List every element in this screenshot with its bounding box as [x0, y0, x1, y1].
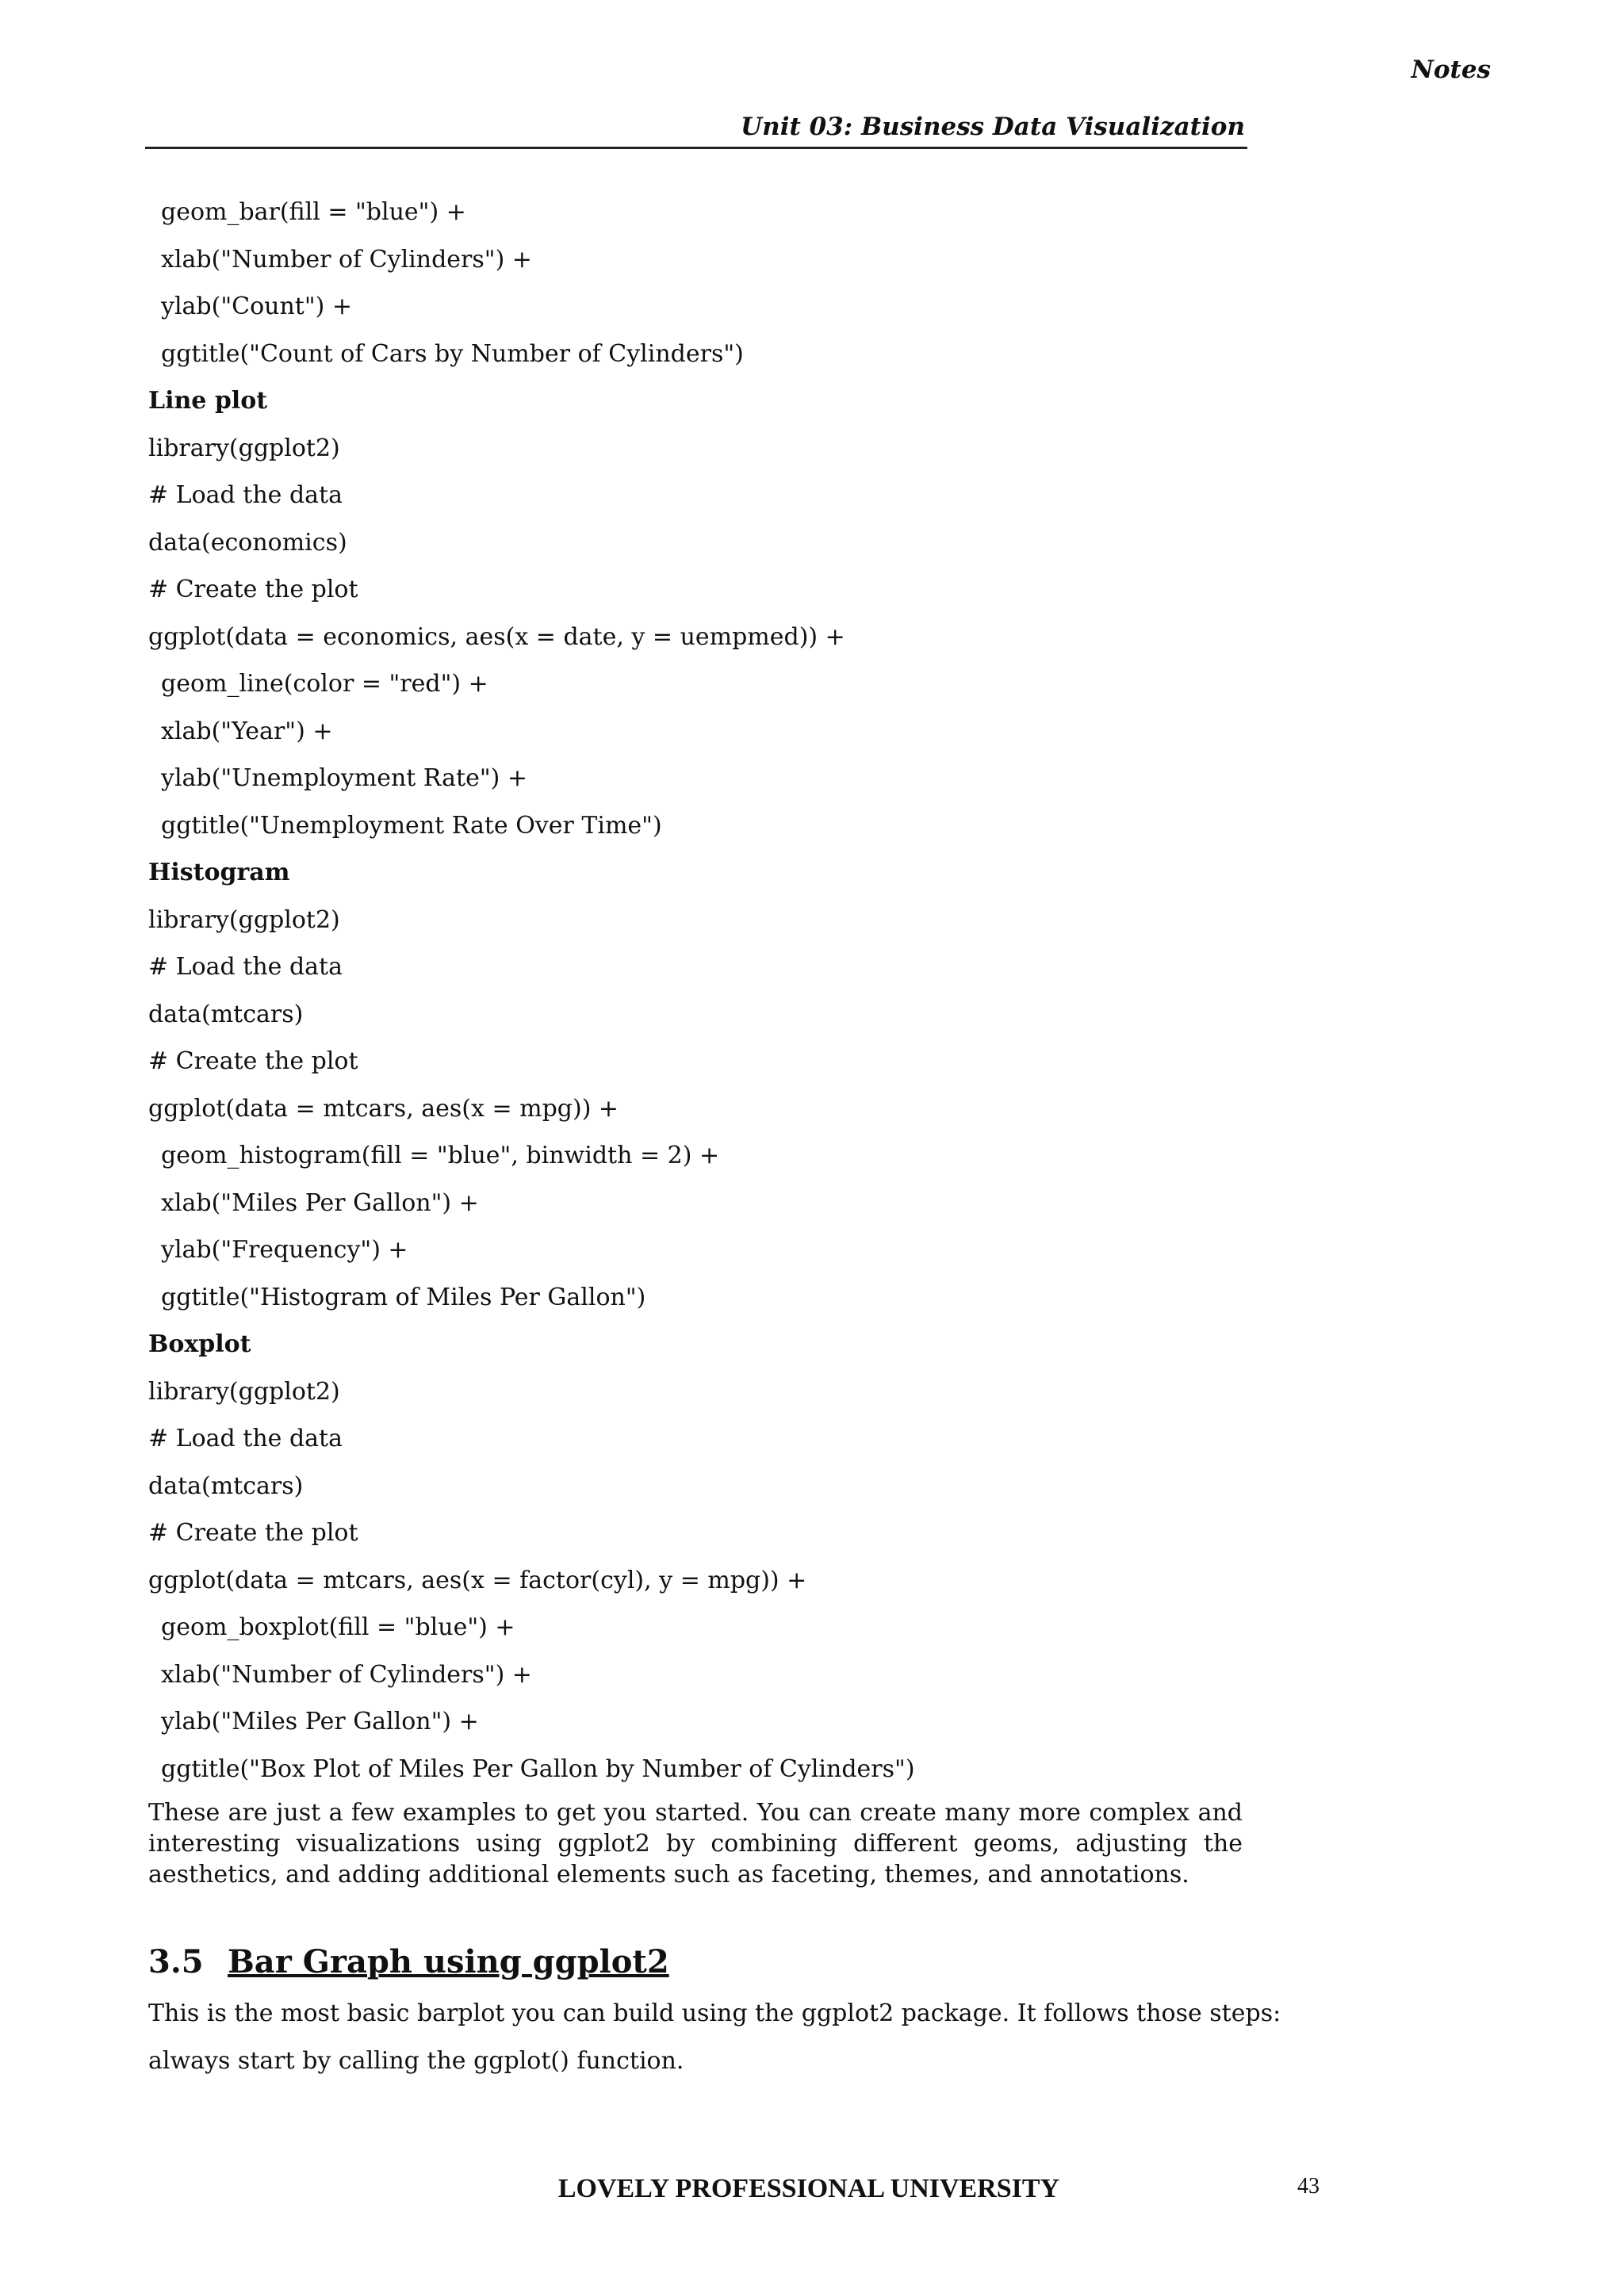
code-line: # Create the plot: [148, 1519, 358, 1547]
code-line: data(mtcars): [148, 1471, 304, 1500]
subheading-histogram: Histogram: [148, 859, 290, 886]
code-line: ggtitle("Histogram of Miles Per Gallon"): [161, 1283, 646, 1311]
code-line: # Load the data: [148, 481, 343, 509]
page-body: [148, 189, 1281, 2084]
code-line: ylab("Frequency") +: [161, 1236, 408, 1264]
code-line: data(economics): [148, 528, 347, 557]
code-line: ggplot(data = mtcars, aes(x = factor(cyl), y = mpg)) +: [148, 1566, 807, 1594]
code-line: library(ggplot2): [148, 434, 340, 462]
code-line: ggtitle("Count of Cars by Number of Cylinders"): [161, 339, 744, 368]
code-line: geom_histogram(fill = "blue", binwidth = 2) +: [161, 1142, 720, 1169]
code-line: ggtitle("Unemployment Rate Over Time"): [161, 811, 662, 840]
section-text-line: always start by calling the ggplot() function.: [148, 2046, 684, 2075]
page-number: 43: [1297, 2174, 1320, 2198]
code-line: ylab("Unemployment Rate") +: [161, 764, 528, 792]
code-line: library(ggplot2): [148, 905, 340, 934]
subheading-boxplot: Boxplot: [148, 1330, 251, 1358]
code-line: data(mtcars): [148, 1000, 304, 1028]
code-line: xlab("Miles Per Gallon") +: [161, 1188, 479, 1217]
code-line: xlab("Number of Cylinders") +: [161, 1660, 532, 1689]
code-line: ylab("Miles Per Gallon") +: [161, 1708, 479, 1735]
notes-label: Notes: [1411, 55, 1491, 84]
code-line: geom_line(color = "red") +: [161, 670, 488, 698]
footer-university: LOVELY PROFESSIONAL UNIVERSITY: [557, 2174, 1060, 2203]
code-line: # Load the data: [148, 1425, 343, 1452]
code-line: xlab("Year") +: [161, 717, 333, 745]
code-line: xlab("Number of Cylinders") +: [161, 245, 532, 274]
subheading-line-plot: Line plot: [148, 387, 268, 415]
code-line: ggtitle("Box Plot of Miles Per Gallon by Number of Cylinders"): [161, 1755, 915, 1783]
code-line: # Create the plot: [148, 1047, 358, 1075]
code-line: library(ggplot2): [148, 1377, 340, 1406]
section-heading: [148, 1934, 1243, 1990]
code-line: # Create the plot: [148, 576, 358, 603]
running-head-title: Unit 03: Business Data Visualization: [741, 113, 1245, 141]
header-rule: [145, 147, 1247, 149]
section-number: 3.5: [148, 1943, 204, 1980]
code-line: geom_boxplot(fill = "blue") +: [161, 1613, 515, 1641]
code-line: geom_bar(fill = "blue") +: [161, 198, 466, 226]
code-line: ylab("Count") +: [161, 293, 353, 320]
section-text-line: This is the most basic barplot you can build using the ggplot2 package. It follows those steps:: [148, 1999, 1281, 2027]
summary-paragraph: These are just a few examples to get you started. You can create many more complex and interesting visualizations using ggplot2 by combining different geoms, adjusting the aesthetics, and adding additional elements such as faceting, themes, and annotations.: [148, 1799, 1243, 1888]
code-line: ggplot(data = economics, aes(x = date, y = uempmed)) +: [148, 622, 845, 651]
section-title: Bar Graph using ggplot2: [228, 1943, 669, 1980]
code-line: # Load the data: [148, 953, 343, 981]
code-line: ggplot(data = mtcars, aes(x = mpg)) +: [148, 1094, 619, 1123]
